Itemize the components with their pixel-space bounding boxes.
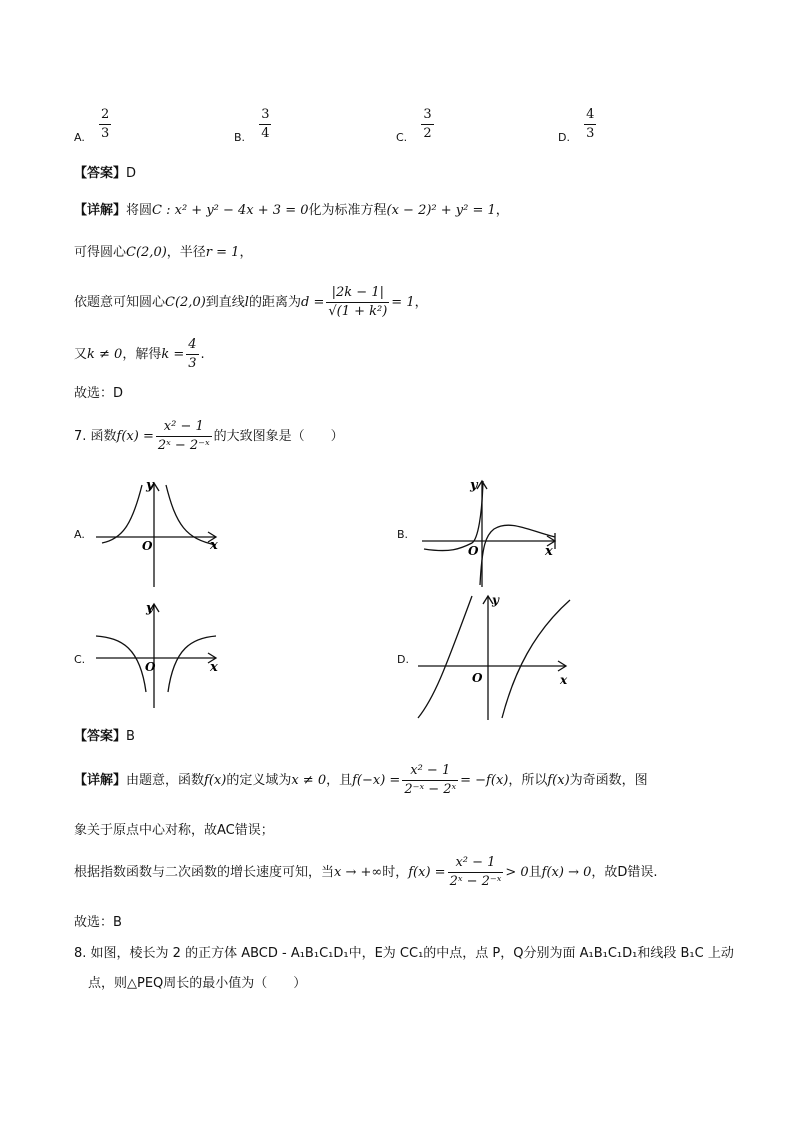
- origin-label: O: [472, 671, 483, 685]
- text: 将圆: [126, 203, 153, 218]
- text: ，故D错误.: [591, 865, 658, 880]
- text: 到直线: [205, 295, 245, 310]
- text: 的大致图象是（ ）: [213, 429, 344, 444]
- option-label: A.: [74, 131, 85, 144]
- odd-check-fraction: $\frac{\text{x² − 1}}{\text{2⁻ˣ − 2ˣ}}$: [404, 763, 457, 797]
- equation: > 0: [505, 865, 529, 880]
- q8-line1: 8. 如图，棱长为 2 的正方体 ABCD - A₁B₁C₁D₁中，E为 CC₁的中点，点 P，Q分别为面 A₁B₁C₁D₁和线段 B₁C 上动: [74, 946, 734, 961]
- equation: x ≠ 0: [291, 773, 327, 788]
- text: ，半径: [166, 245, 206, 260]
- option-d: [558, 106, 598, 143]
- equation: k ≠ 0: [87, 347, 123, 362]
- q7-select: 故选：B: [74, 915, 122, 930]
- curve-left: [418, 596, 472, 718]
- text: ，解得: [122, 347, 162, 362]
- y-axis-label: y: [146, 601, 154, 616]
- y-axis-label: y: [492, 593, 499, 607]
- text: 依题意可知圆心: [74, 295, 166, 310]
- origin-label: O: [142, 539, 153, 553]
- answer-value: B: [126, 729, 135, 744]
- graph-d: [414, 592, 574, 722]
- q7-detail-line2: 象关于原点中心对称，故AC错误；: [74, 823, 274, 838]
- q7-answer: [74, 728, 135, 746]
- equation: C(2,0): [126, 245, 167, 260]
- q6-detail-line2: [74, 244, 252, 262]
- equation: C : x² + y² − 4x + 3 = 0: [152, 203, 309, 218]
- text: ，: [414, 295, 428, 310]
- equation: d =: [300, 295, 325, 310]
- equation: f(x) =: [408, 865, 446, 880]
- curve-left: [102, 485, 142, 543]
- x-axis-label: x: [545, 544, 553, 559]
- q6-detail-line3: [74, 284, 428, 324]
- text: ，且: [326, 773, 353, 788]
- equation: = 1: [391, 295, 415, 310]
- curve-lower: [480, 525, 555, 585]
- option-label: D.: [558, 131, 570, 144]
- y-axis-label: y: [146, 478, 154, 493]
- option-fraction: $\frac{2}{3}$: [100, 107, 110, 141]
- q6-answer: [74, 165, 136, 183]
- answer-value: D: [126, 166, 137, 181]
- equation: C(2,0): [165, 295, 206, 310]
- limit-fraction: $\frac{\text{x² − 1}}{\text{2ˣ − 2⁻ˣ}}$: [449, 855, 502, 889]
- equation: (x − 2)² + y² = 1: [386, 203, 496, 218]
- q7-stem: [74, 418, 344, 460]
- curve-right: [502, 600, 570, 718]
- text: 的定义域为: [226, 773, 292, 788]
- text: ，: [495, 203, 509, 218]
- q7-detail-line3: [74, 854, 658, 896]
- x-axis-label: x: [560, 673, 568, 687]
- equation: f(x): [204, 773, 227, 788]
- text: .: [200, 347, 205, 362]
- graph-a: [92, 475, 232, 590]
- q6-options: [74, 106, 714, 146]
- curve-right: [168, 636, 216, 692]
- y-axis-label: y: [470, 478, 478, 493]
- equation: f(x) =: [116, 429, 154, 444]
- option-b: [234, 106, 273, 143]
- option-label: C.: [396, 131, 408, 144]
- q8-line2: 点，则△PEQ周长的最小值为（ ）: [88, 976, 307, 991]
- detail-tag: 【详解】: [74, 203, 127, 218]
- graph-c: [92, 596, 232, 711]
- x-axis-label: x: [210, 538, 218, 553]
- equation: = −f(x): [460, 773, 509, 788]
- equation: r = 1: [205, 245, 240, 260]
- text: ，: [239, 245, 253, 260]
- text: ，所以: [508, 773, 548, 788]
- k-fraction: $\frac{4}{3}$: [188, 337, 197, 371]
- distance-fraction: $\frac{|2k - 1|}{\text{√(1 + k²)}}$: [328, 285, 388, 319]
- origin-label: O: [468, 544, 479, 558]
- equation: l: [244, 295, 249, 310]
- x-axis-label: x: [210, 660, 218, 675]
- option-label: B.: [234, 131, 246, 144]
- text: 由题意，函数: [126, 773, 205, 788]
- equation: f(−x) =: [352, 773, 401, 788]
- graph-d-label: D.: [397, 653, 409, 666]
- text: 的距离为: [248, 295, 301, 310]
- detail-tag: 【详解】: [74, 773, 127, 788]
- text: 根据指数函数与二次函数的增长速度可知，当: [74, 865, 335, 880]
- graph-a-label: A.: [74, 528, 85, 541]
- equation: f(x) → 0: [541, 865, 592, 880]
- text: 7. 函数: [74, 429, 117, 444]
- answer-tag: 【答案】: [74, 729, 127, 744]
- q6-detail-line1: [74, 202, 509, 220]
- option-fraction: $\frac{3}{4}$: [261, 107, 270, 141]
- text: 且: [528, 865, 542, 880]
- curve-right: [166, 485, 216, 545]
- text: 可得圆心: [74, 245, 127, 260]
- equation: f(x): [547, 773, 570, 788]
- text: 为奇函数，图: [569, 773, 648, 788]
- function-fraction: $\frac{\text{x² − 1}}{\text{2ˣ − 2⁻ˣ}}$: [157, 419, 210, 453]
- text: 又: [74, 347, 88, 362]
- option-fraction: $\frac{3}{2}$: [423, 107, 432, 141]
- equation: k =: [161, 347, 185, 362]
- option-c: [396, 106, 436, 143]
- answer-tag: 【答案】: [74, 166, 127, 181]
- origin-label: O: [145, 660, 156, 674]
- text: 化为标准方程: [308, 203, 387, 218]
- option-a: [74, 106, 113, 143]
- q6-select: 故选：D: [74, 386, 124, 401]
- equation: x → +∞: [334, 865, 383, 880]
- q6-detail-line4: [74, 336, 205, 376]
- curve-left: [96, 636, 146, 692]
- text: 时，: [382, 865, 409, 880]
- option-fraction: $\frac{4}{3}$: [586, 107, 595, 141]
- graph-b-label: B.: [397, 528, 409, 541]
- graph-b: [420, 475, 565, 590]
- q7-detail-line1: [74, 762, 648, 804]
- graph-c-label: C.: [74, 653, 86, 666]
